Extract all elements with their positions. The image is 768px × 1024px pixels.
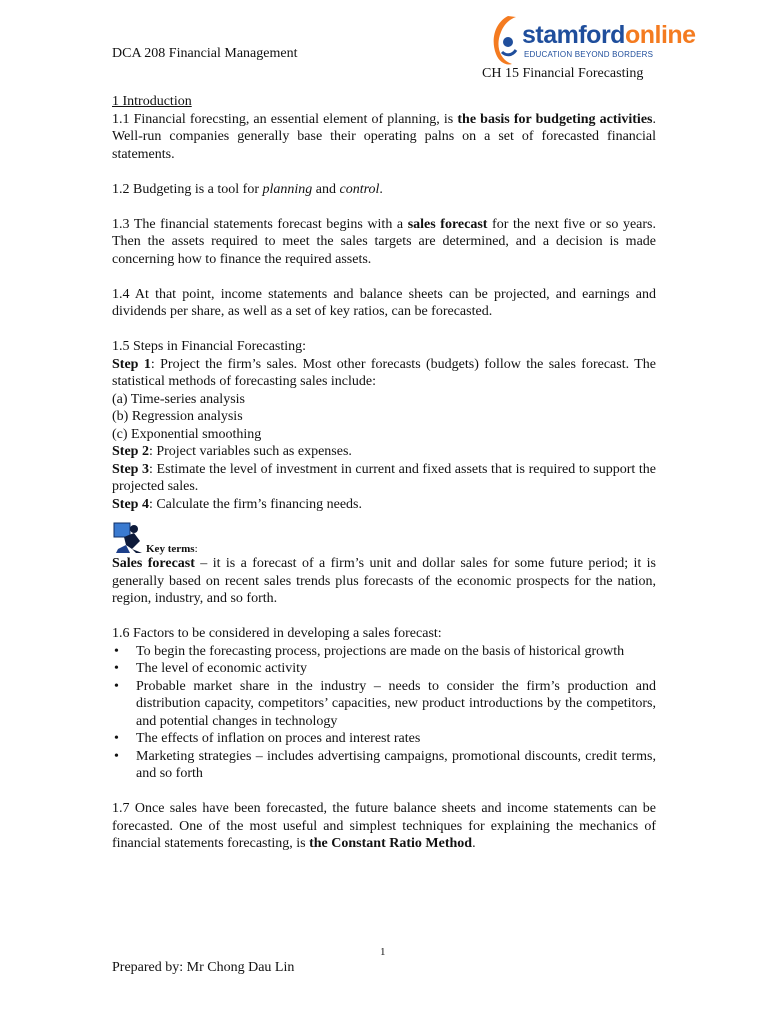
key-terms-label-wrap <box>146 541 198 559</box>
step-4 <box>112 496 656 514</box>
p1-7-text-c: . <box>472 836 476 851</box>
step-4-text: : Calculate the firm’s financing needs. <box>148 496 362 512</box>
stamford-online-logo <box>482 10 696 70</box>
p1-3-text-c: for the next five or so years. Then the assets required to meet the sales targets are determined, and a decision is made concerning how to finance the required assets. <box>112 216 656 267</box>
paragraph-1-3 <box>112 216 656 269</box>
logo-wordmark <box>522 20 696 50</box>
step-1 <box>112 356 656 391</box>
method-a: (a) Time-series analysis <box>112 391 245 407</box>
list-item: • Marketing strategies – includes advertising campaigns, promotional discounts, credit terms, and so forth <box>112 748 656 783</box>
paragraph-1-1 <box>112 111 656 164</box>
logo-word-part2: online <box>624 21 696 49</box>
key-terms-colon: : <box>194 543 198 555</box>
p1-2-italic-planning: planning <box>262 181 313 197</box>
p1-1-text-a: 1.1 Financial forecsting, an essential element of planning, is <box>112 111 458 127</box>
p1-2-text-c: and <box>312 181 340 197</box>
p1-2-text-a: 1.2 Budgeting is a tool for <box>112 181 263 197</box>
logo-swoosh-icon <box>486 12 522 68</box>
factors-heading: 1.6 Factors to be considered in developing a sales forecast: <box>112 626 442 641</box>
key-terms-label: Key terms <box>146 543 195 555</box>
list-item: • Probable market share in the industry – needs to consider the firm’s production and distribution capacity, competitors’ capacities, new product introductions by the competitors, and potential changes in technology <box>112 678 656 731</box>
step-1-label: Step 1 <box>112 356 151 372</box>
list-item: • The effects of inflation on proces and interest rates <box>112 730 656 748</box>
step-3 <box>112 461 656 496</box>
document-body <box>112 93 656 870</box>
list-item: • The level of economic activity <box>112 660 656 678</box>
factors-list <box>112 643 656 783</box>
step-3-label: Step 3 <box>112 461 150 477</box>
step-4-label: Step 4 <box>112 496 149 512</box>
section-heading-introduction: 1 Introduction <box>112 94 192 109</box>
paragraph-1-2 <box>112 181 656 199</box>
paragraph-1-4: 1.4 At that point, income statements and balance sheets can be projected, and earnings and dividends per share, as well as a set of key ratios, can be forecasted. <box>112 286 656 319</box>
step-2 <box>112 443 656 461</box>
footer-prepared-by: Prepared by: Mr Chong Dau Lin <box>112 960 295 975</box>
method-c: (c) Exponential smoothing <box>112 426 262 442</box>
method-b: (b) Regression analysis <box>112 409 243 424</box>
p1-3-text-a: 1.3 The financial statements forecast begins with a <box>112 216 408 232</box>
paragraph-1-7 <box>112 800 656 853</box>
course-title: DCA 208 Financial Management <box>112 46 298 61</box>
step-2-text: : Project variables such as expenses. <box>148 444 352 459</box>
p1-7-text-a: 1.7 Once sales have been forecasted, the future balance sheets and income statements can be forecasted. One of the most useful and simplest techniques for explaining the mechanics of financial statements forecasting, is <box>112 801 656 851</box>
p1-3-bold: sales forecast <box>407 216 488 232</box>
logo-word-part1: stamford <box>522 21 625 49</box>
key-term-name: Sales forecast <box>112 556 195 571</box>
steps-heading: 1.5 Steps in Financial Forecasting: <box>112 339 307 354</box>
p1-2-text-e: . <box>379 181 383 197</box>
p1-1-text-c: . Well-run companies generally base their operating palns on a set of forecasted financial statements. <box>112 111 656 162</box>
step-1-text: : Project the firm’s sales. Most other forecasts (budgets) follow the sales forecast. The statistical methods of forecasting sales include: <box>112 356 657 389</box>
step-3-text: : Estimate the level of investment in current and fixed assets that is required to support the projected sales. <box>112 461 656 494</box>
chapter-title: CH 15 Financial Forecasting <box>482 66 644 81</box>
key-terms-figure-icon <box>112 519 146 555</box>
page-number: 1 <box>380 946 386 958</box>
list-item: • To begin the forecasting process, projections are made on the basis of historical growth <box>112 643 656 661</box>
key-term-definition <box>112 555 656 608</box>
p1-2-italic-control: control <box>339 181 380 197</box>
p1-1-bold: the basis for budgeting activities <box>457 111 653 127</box>
logo-tagline: EDUCATION BEYOND BORDERS <box>524 50 654 59</box>
p1-7-bold: the Constant Ratio Method <box>309 836 473 851</box>
key-term-text: – it is a forecast of a firm’s unit and dollar sales for some future period; it is generally based on recent sales trends plus forecasts of the economic prospects for the nation, region, industry, and so forth. <box>112 556 657 606</box>
key-terms-line <box>112 529 656 555</box>
step-2-label: Step 2 <box>112 444 149 459</box>
